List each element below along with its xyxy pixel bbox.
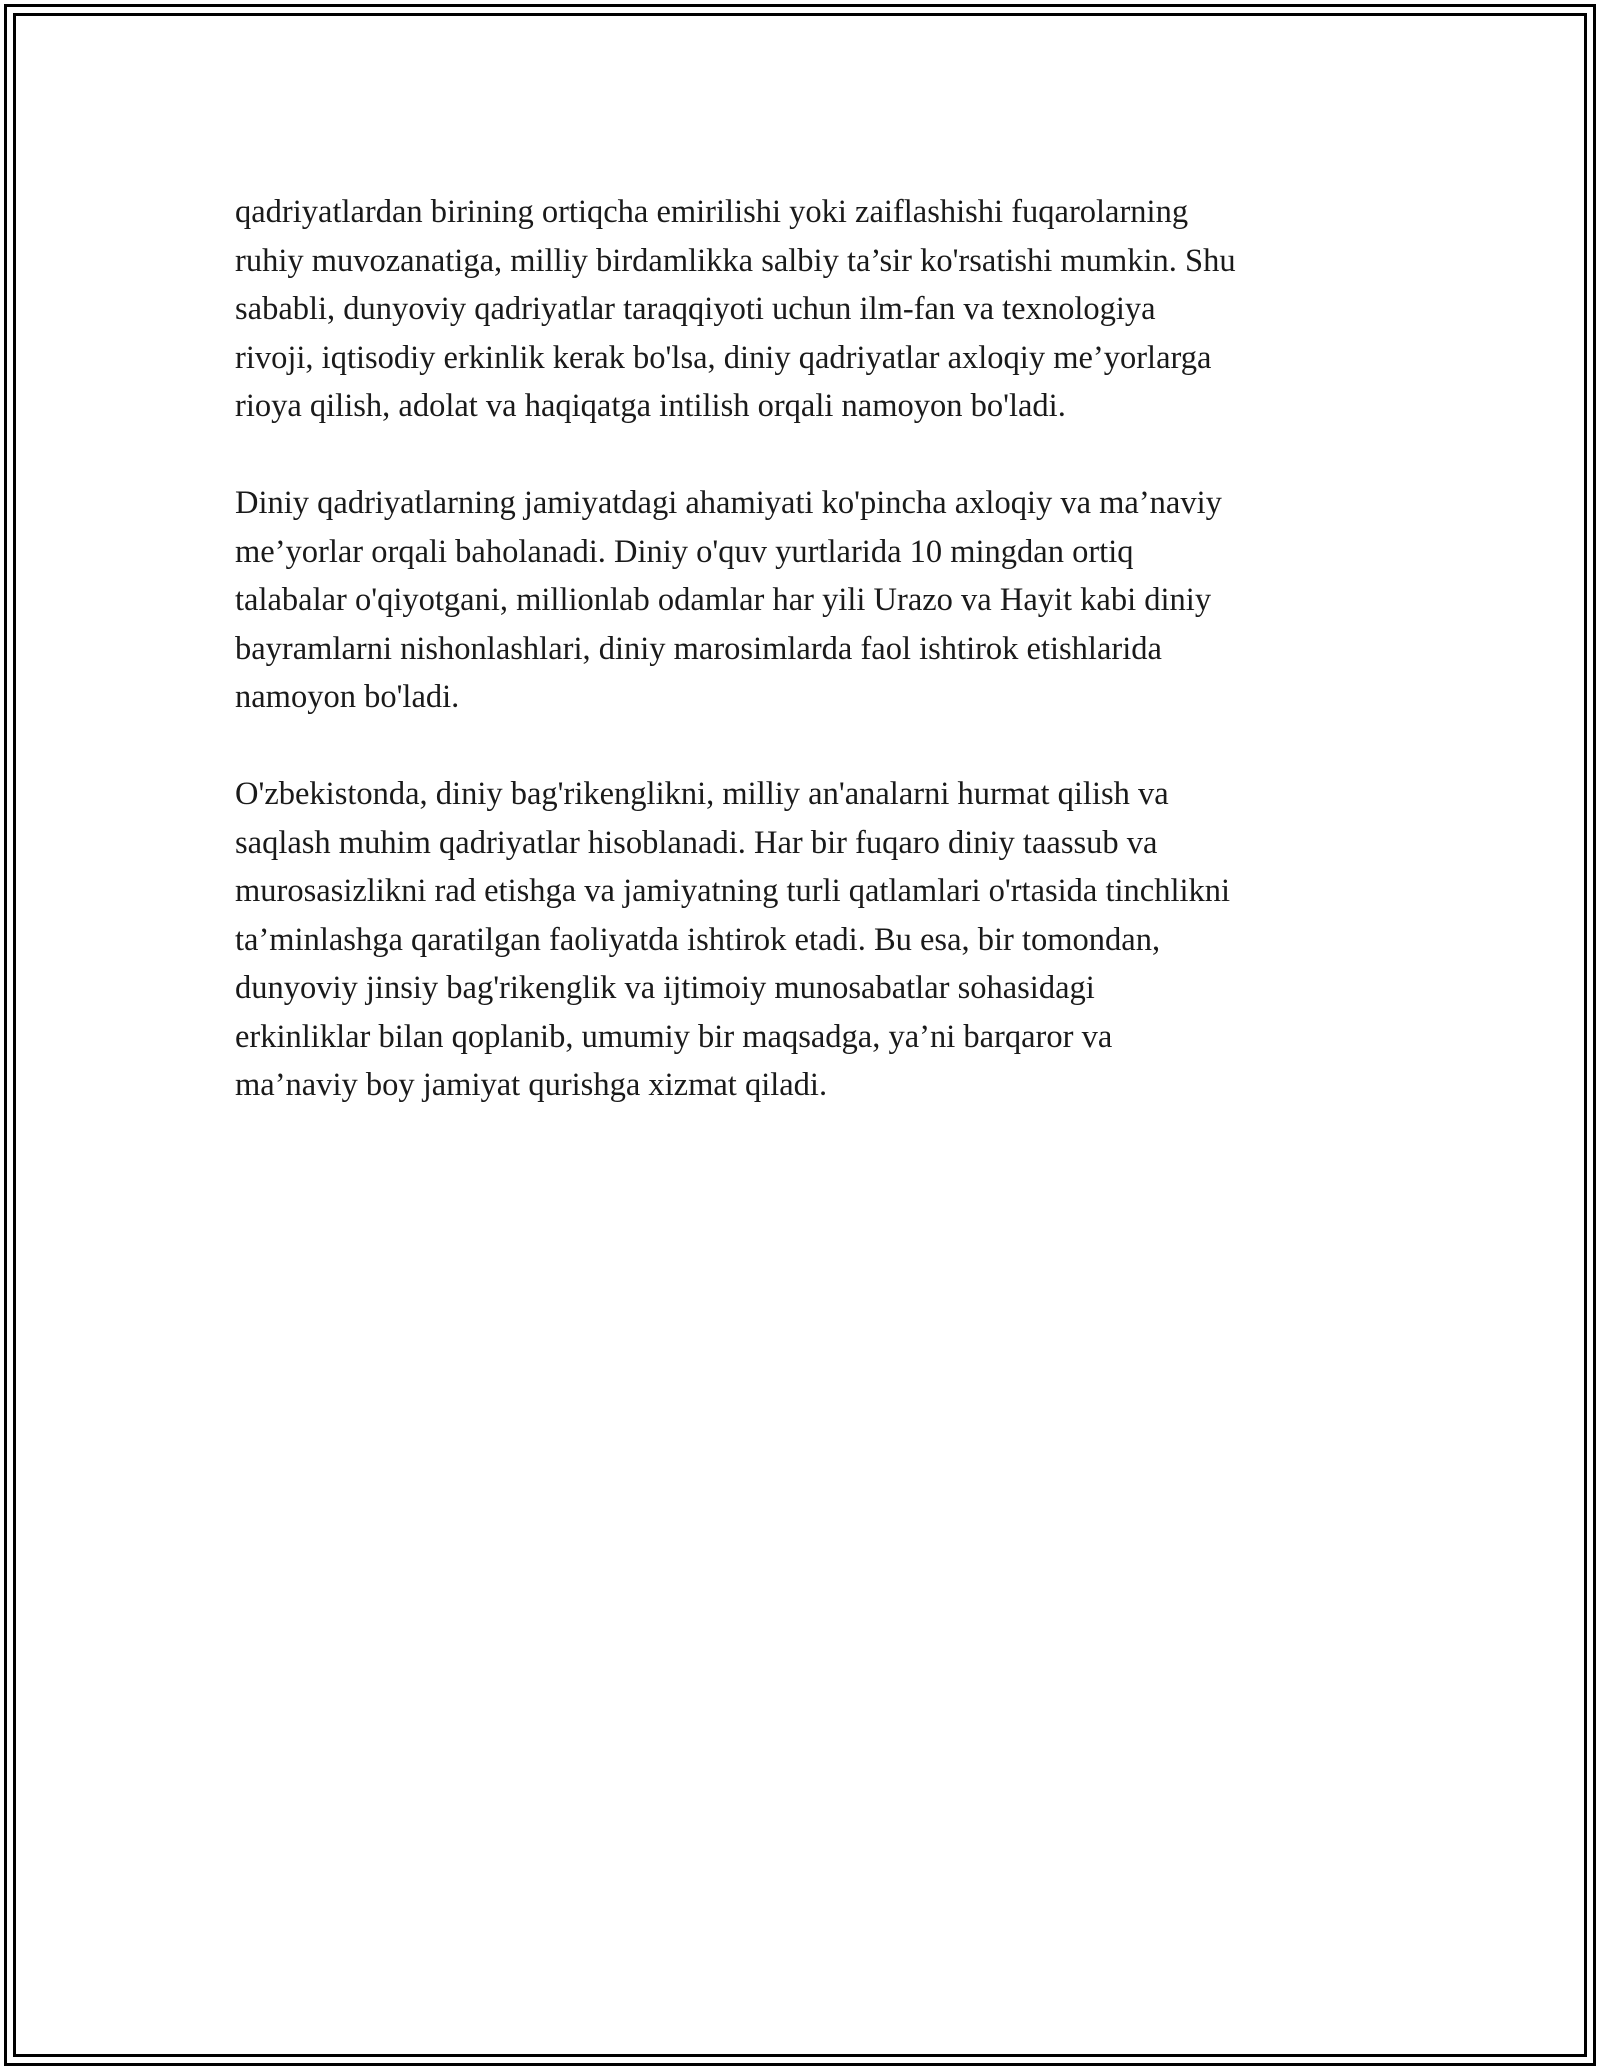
paragraph-2: Diniy qadriyatlarning jamiyatdagi ahamiyati ko'pincha axloqiy va ma’naviy me’yorlar orqali baholanadi. Diniy o'quv yurtlarida 10 mingdan ortiq talabalar o'qiyotgani, millionlab odamlar har yili Urazo va Hayit kabi diniy bayramlarni nishonlashlari, diniy marosimlarda faol ishtirok etishlarida namoyon bo'ladi. (235, 485, 1222, 715)
paragraph-3: O'zbekistonda, diniy bag'rikenglikni, milliy an'analarni hurmat qilish va saqlash muhim qadriyatlar hisoblanadi. Har bir fuqaro diniy taassub va murosasizlikni rad etishga va jamiyatning turli qatlamlari o'rtasida tinchlikni ta’minlashga qaratilgan faoliyatda ishtirok etadi. Bu esa, bir tomondan, dunyoviy jinsiy bag'rikenglik va ijtimoiy munosabatlar sohasidagi erkinliklar bilan qoplanib, umumiy bir maqsadga, ya’ni barqaror va ma’naviy boy jamiyat qurishga xizmat qiladi. (235, 776, 1231, 1103)
document-body (235, 188, 1375, 1158)
paragraph-1: qadriyatlardan birining ortiqcha emirilishi yoki zaiflashishi fuqarolarning ruhiy muvozanatiga, milliy birdamlikka salbiy ta’sir ko'rsatishi mumkin. Shu sababli, dunyoviy qadriyatlar taraqqiyoti uchun ilm-fan va texnologiya rivoji, iqtisodiy erkinlik kerak bo'lsa, diniy qadriyatlar axloqiy me’yorlarga rioya qilish, adolat va haqiqatga intilish orqali namoyon bo'ladi. (235, 194, 1236, 424)
